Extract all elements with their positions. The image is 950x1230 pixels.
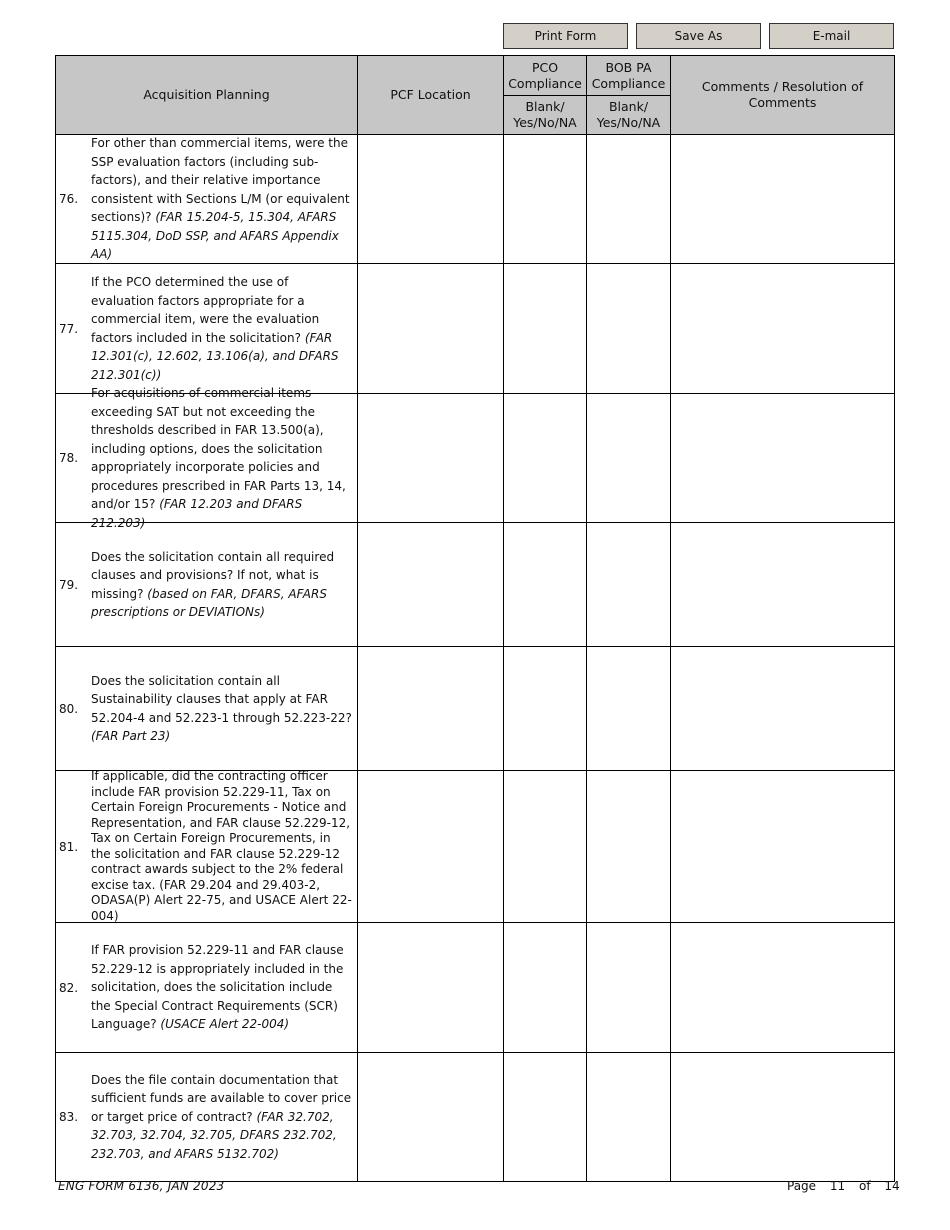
header-comments: Comments / Resolution of Comments [671,56,895,135]
question-row [56,394,895,523]
question-text-block [91,548,357,622]
comments-field[interactable] [671,135,895,264]
form-identifier: ENG FORM 6136, JAN 2023 [58,1179,225,1193]
pcf-location-field[interactable] [358,135,504,264]
question-number: 83. [59,1110,79,1124]
checklist-table [55,55,895,1182]
question-text-block [91,1071,357,1164]
question-row [56,647,895,771]
page-of-label: of [859,1179,871,1193]
bob-pa-compliance-field[interactable] [587,523,671,647]
question-reference: (USACE Alert 22-004) [160,1017,290,1032]
bob-pa-compliance-field[interactable] [587,264,671,394]
print-form-button[interactable]: Print Form [503,23,628,49]
bob-pa-compliance-field[interactable] [587,135,671,264]
bob-pa-compliance-field[interactable] [587,1053,671,1182]
question-cell [56,264,358,394]
pcf-location-field[interactable] [358,647,504,771]
question-cell [56,1053,358,1182]
question-text-block [91,134,357,264]
question-cell [56,386,358,530]
header-bob-pa-compliance: BOB PA Compliance [587,56,671,96]
comments-field[interactable] [671,1053,895,1182]
question-row [56,264,895,394]
question-text: Does the solicitation contain all required clauses and provisions? If not, what is missing? [91,549,335,601]
question-reference: (FAR 12.301(c), 12.602, 13.106(a), and DFARS 212.301(c)) [91,330,339,382]
question-reference: (FAR 12.203 and DFARS 212.203) [91,497,303,530]
pcf-location-field[interactable] [358,771,504,923]
question-row [56,771,895,923]
question-cell [56,771,358,923]
page-indicator [787,1179,910,1193]
pco-compliance-field[interactable] [504,923,587,1053]
bob-pa-compliance-field[interactable] [587,647,671,771]
question-reference: (FAR Part 23) [91,729,171,743]
question-text: If applicable, did the contracting officer include FAR provision 52.229-11, Tax on Certain Foreign Procurements - Notice and Representation, and FAR clause 52.229-12, Tax on Certain Foreign Procurements, in the solicitation and FAR clause 52.229-12 contract awards subject to the 2% federal excise tax. (FAR 29.204 and 29.403-2, ODASA(P) Alert 22-75, and USACE Alert 22-004) [91,769,352,923]
question-text: If the PCO determined the use of evaluation factors appropriate for a commercial item, were the evaluation factors included in the solicitation? [91,275,320,345]
email-button[interactable]: E-mail [769,23,894,49]
question-text-block [91,384,357,532]
pcf-location-field[interactable] [358,523,504,647]
question-text-block [91,672,357,746]
question-number: 78. [59,451,79,465]
header-pco-compliance: PCO Compliance [504,56,587,96]
page-label: Page [787,1179,817,1193]
pcf-location-field[interactable] [358,923,504,1053]
question-text: For acquisitions of commercial items exceeding SAT but not exceeding the thresholds described in FAR 13.500(a), including options, does the solicitation appropriately incorporate policies and procedures prescribed in FAR Parts 13, 14, and/or 15? [91,386,346,511]
pco-compliance-field[interactable] [504,647,587,771]
question-cell [56,647,358,771]
question-number: 77. [59,321,79,336]
question-row [56,1053,895,1182]
comments-field[interactable] [671,264,895,394]
question-number: 79. [59,577,79,592]
question-text: For other than commercial items, were the SSP evaluation factors (including sub-factors), and their relative importance consistent with Sections L/M (or equivalent sections)? [91,136,350,225]
comments-field[interactable] [671,771,895,923]
pcf-location-field[interactable] [358,264,504,394]
header-pcf-location: PCF Location [358,56,504,135]
pco-compliance-field[interactable] [504,523,587,647]
question-text-block [91,769,357,924]
comments-field[interactable] [671,923,895,1053]
save-as-button[interactable]: Save As [636,23,761,49]
question-reference: (FAR 32.702, 32.703, 32.704, 32.705, DFARS 232.702, 232.703, and AFARS 5132.702) [91,1109,337,1161]
pcf-location-field[interactable] [358,394,504,523]
question-number: 82. [59,980,79,995]
bob-pa-compliance-field[interactable] [587,394,671,523]
question-text: Does the solicitation contain all Sustainability clauses that apply at FAR 52.204-4 and 52.223-1 through 52.223-22? [91,673,352,725]
question-text: Does the file contain documentation that sufficient funds are available to cover price or target price of contract? [91,1072,352,1124]
header-acquisition-planning: Acquisition Planning [56,56,358,135]
question-cell [56,135,358,264]
question-text-block [91,273,357,384]
comments-field[interactable] [671,394,895,523]
pco-compliance-field[interactable] [504,771,587,923]
question-cell [56,923,358,1053]
question-row [56,523,895,647]
pcf-location-field[interactable] [358,1053,504,1182]
question-text-block [91,941,357,1034]
question-text: If FAR provision 52.229-11 and FAR clause 52.229-12 is appropriately included in the solicitation, does the solicitation include the Special Contract Requirements (SCR) Language? [91,943,344,1032]
question-number: 81. [59,839,79,854]
bob-pa-compliance-field[interactable] [587,771,671,923]
page-current: 11 [829,1179,846,1193]
pco-compliance-field[interactable] [504,135,587,264]
question-reference: (FAR 15.204-5, 15.304, AFARS 5115.304, DoD SSP, and AFARS Appendix AA) [91,210,339,262]
header-bob-blank-yes-no-na: Blank/ Yes/No/NA [587,96,671,135]
pco-compliance-field[interactable] [504,1053,587,1182]
question-row [56,135,895,264]
bob-pa-compliance-field[interactable] [587,923,671,1053]
pco-compliance-field[interactable] [504,264,587,394]
question-row [56,923,895,1053]
page-total: 14 [884,1179,900,1193]
question-number: 76. [59,192,79,206]
question-number: 80. [59,701,79,716]
pco-compliance-field[interactable] [504,394,587,523]
comments-field[interactable] [671,647,895,771]
comments-field[interactable] [671,523,895,647]
header-pco-blank-yes-no-na: Blank/ Yes/No/NA [504,96,587,135]
question-cell [56,523,358,647]
question-reference: (based on FAR, DFARS, AFARS prescriptions or DEVIATIONs) [91,586,327,619]
